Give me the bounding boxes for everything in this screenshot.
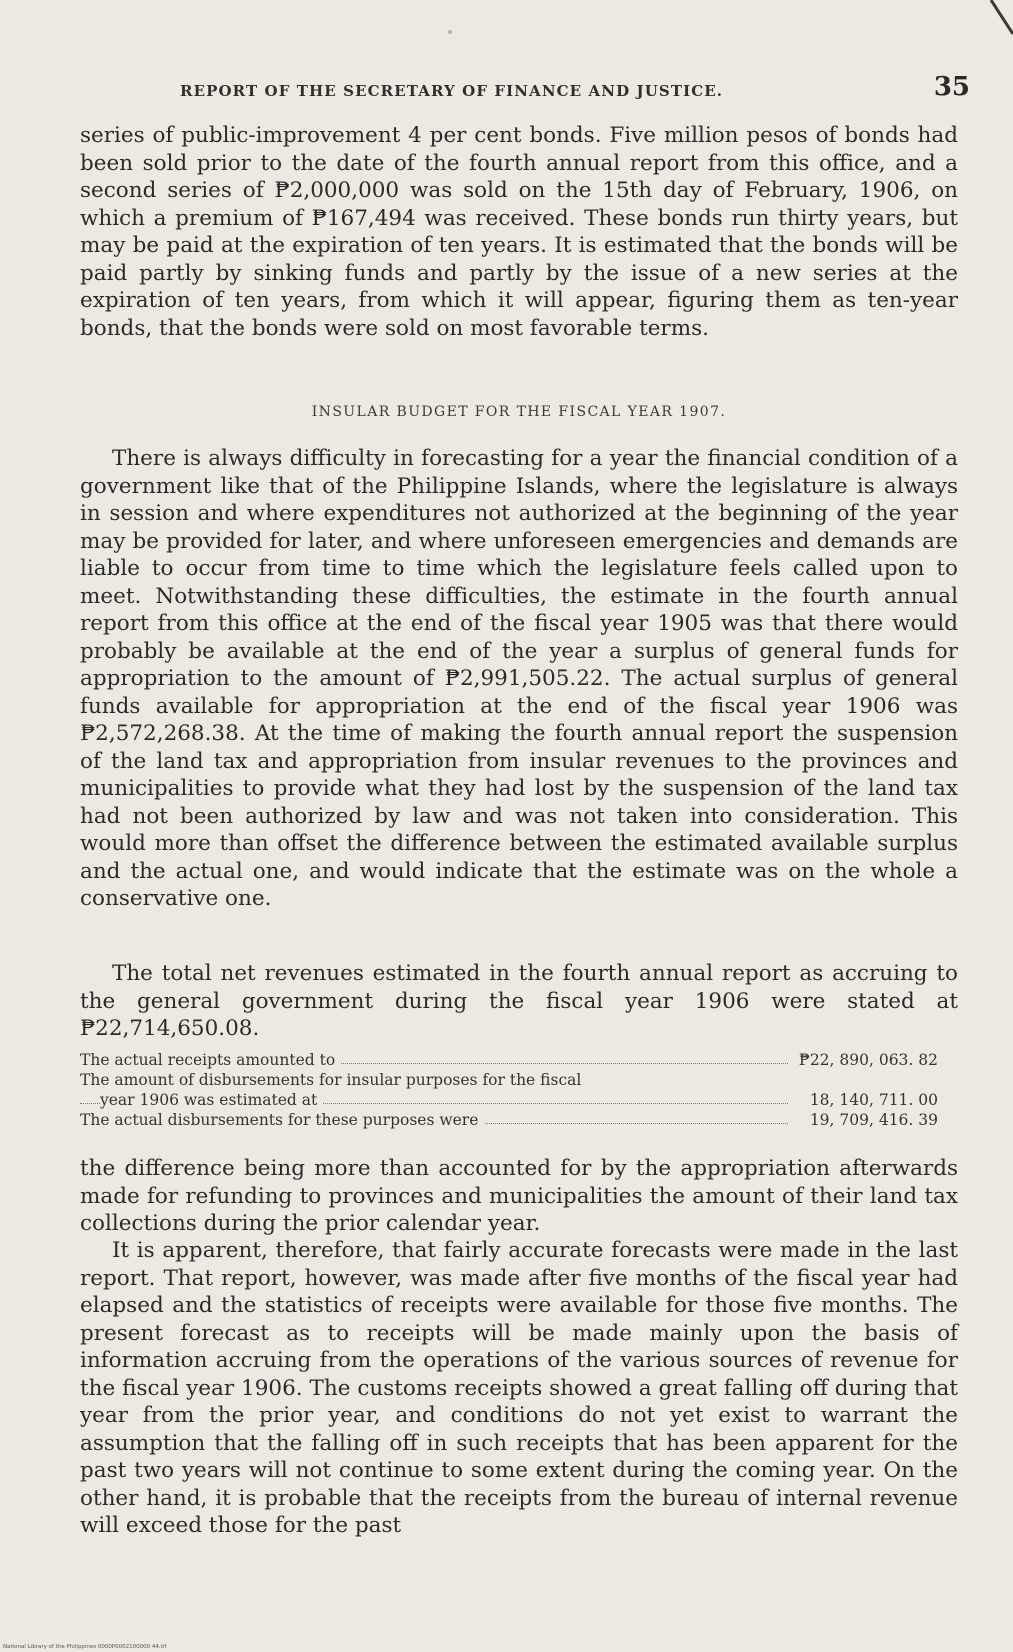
page-number: 35 — [933, 72, 970, 102]
running-head: REPORT OF THE SECRETARY OF FINANCE AND JUSTICE. — [180, 82, 724, 100]
table-row — [80, 1050, 958, 1070]
scan-speck — [448, 30, 452, 34]
row-value: 18, 140, 711. 00 — [804, 1090, 938, 1110]
paragraph-forecasting: There is always difficulty in forecasting for a year the financial condition of a government like that of the Philippine Islands, where the legislature is always in session and where expenditures not authorized at the beginning of the year may be provided for later, and where unforeseen emergencies and demands are liable to occur from time to time which the legislature feels called upon to meet. Notwithstanding these difficulties, the estimate in the fourth annual report from this office at the end of the fiscal year 1905 was that there would probably be available at the end of the year a surplus of general funds for appropriation to the amount of ₱2,991,505.22. The actual surplus of general funds available for appropriation at the end of the fiscal year 1906 was ₱2,572,268.38. At the time of making the fourth annual report the suspension of the land tax and appropriation from insular revenues to the provinces and municipalities to provide what they had lost by the suspension of the land tax had not been authorized by law and was not taken into consideration. This would more than offset the difference between the estimated available surplus and the actual one, and would indicate that the estimate was on the whole a conservative one. — [80, 446, 958, 911]
scan-footer-note: National Library of the Philippines 0000P0002100000 44.tif — [3, 1644, 167, 1650]
table-row — [80, 1070, 958, 1090]
row-label: The actual receipts amounted to — [80, 1050, 341, 1070]
paragraph-net-revenues: The total net revenues estimated in the fourth annual report as accruing to the general government during the fiscal year 1906 were stated at ₱22,714,650.08. — [80, 961, 958, 1041]
table-row — [80, 1090, 958, 1110]
receipts-disbursements-table — [80, 1050, 958, 1130]
row-label: The actual disbursements for these purposes were — [80, 1110, 484, 1130]
row-label: year 1906 was estimated at — [100, 1090, 323, 1110]
paragraph-difference: the difference being more than accounted for by the appropriation afterwards made for refunding to provinces and municipalities the amount of their land tax collections during the prior calendar year. — [80, 1156, 958, 1236]
row-value: 19, 709, 416. 39 — [804, 1110, 938, 1130]
page-header — [180, 72, 970, 112]
table-row — [80, 1110, 958, 1130]
row-label: The amount of disbursements for insular purposes for the fiscal — [80, 1070, 587, 1090]
row-value: ₱22, 890, 063. 82 — [793, 1050, 938, 1070]
paragraph-forecast-accuracy: It is apparent, therefore, that fairly accurate forecasts were made in the last report. That report, however, was made after five months of the fiscal year had elapsed and the statistics of receipts were available for those five months. The present forecast as to receipts will be made mainly upon the basis of information accruing from the operations of the various sources of revenue for the fiscal year 1906. The customs receipts showed a great falling off during that year from the prior year, and conditions do not yet exist to warrant the assumption that the falling off in such receipts that has been apparent for the past two years will not continue to some extent during the coming year. On the other hand, it is probable that the receipts from the bureau of internal revenue will exceed those for the past — [80, 1238, 958, 1538]
page-edge-mark — [953, 0, 1013, 60]
section-heading: INSULAR BUDGET FOR THE FISCAL YEAR 1907. — [311, 404, 727, 420]
paragraph-bonds: series of public-improvement 4 per cent bonds. Five million pesos of bonds had been sold prior to the date of the fourth annual report from this office, and a second series of ₱2,000,000 was sold on the 15th day of February, 1906, on which a premium of ₱167,494 was received. These bonds run thirty years, but may be paid at the expiration of ten years. It is estimated that the bonds will be paid partly by sinking funds and partly by the issue of a new series at the expiration of ten years, from which it will appear, figuring them as ten-year bonds, that the bonds were sold on most favorable terms. — [80, 123, 958, 341]
